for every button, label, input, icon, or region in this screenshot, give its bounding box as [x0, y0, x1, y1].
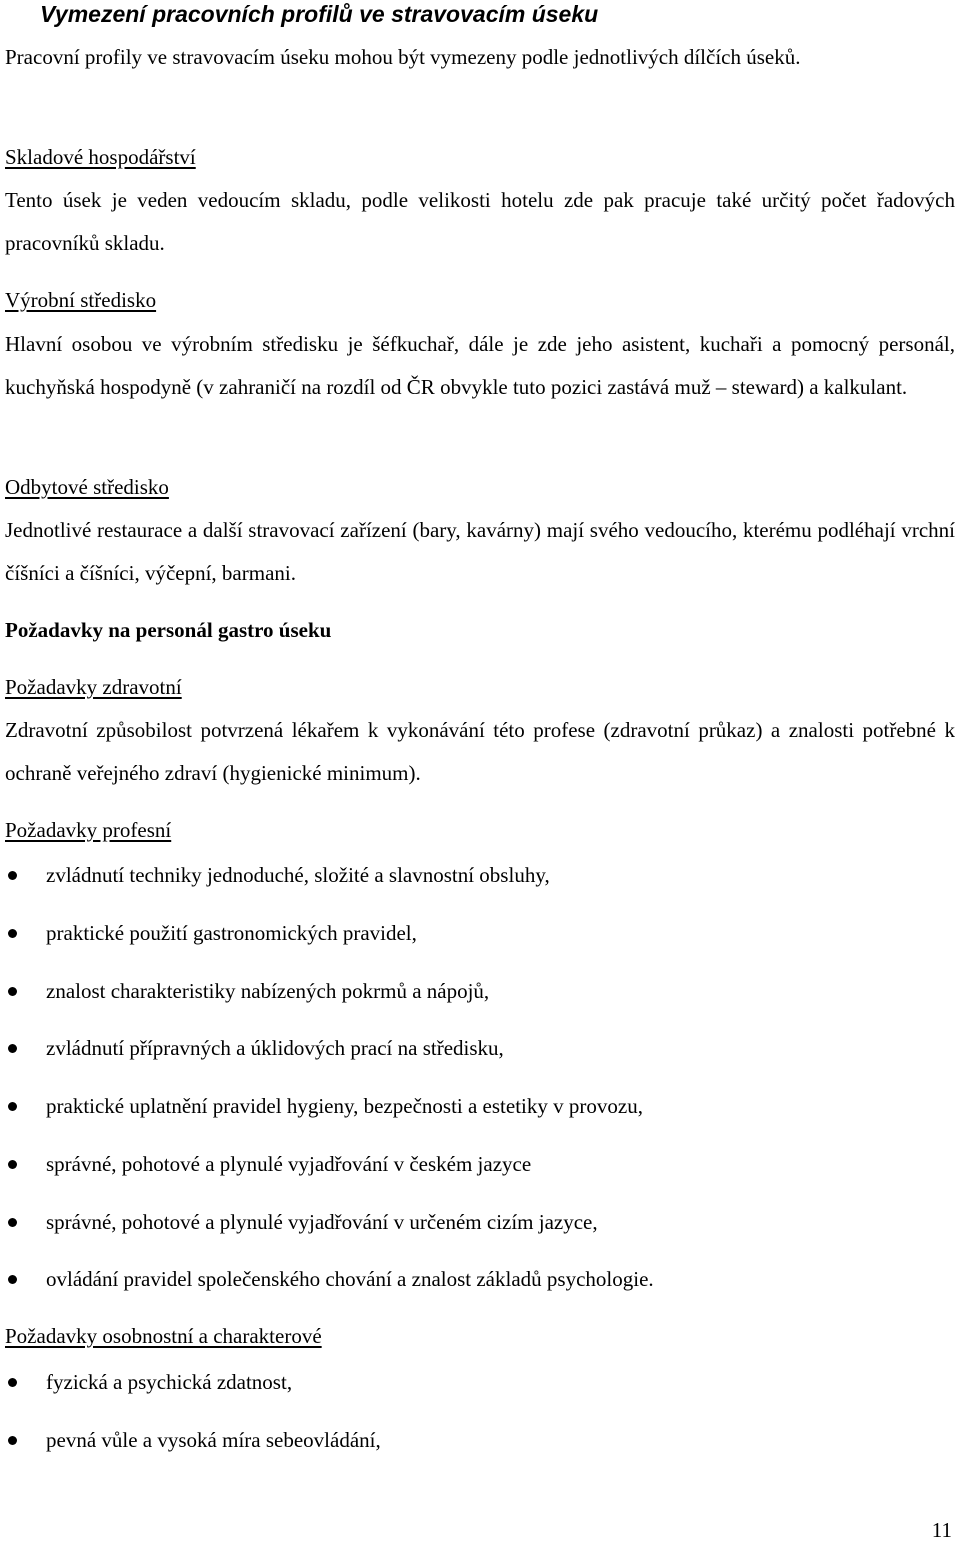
subheading-sales: Odbytové středisko [5, 475, 169, 499]
page-number: 11 [931, 1518, 952, 1542]
list-item-text: znalost charakteristiky nabízených pokrmů a nápojů, [46, 979, 490, 1003]
list-item-text: správné, pohotové a plynulé vyjadřování v českém jazyce [46, 1152, 532, 1176]
bullet-icon [8, 1218, 17, 1227]
list-item [0, 977, 960, 1007]
bullet-icon [8, 1275, 17, 1284]
list-item [0, 1150, 960, 1180]
warehouse-paragraph: Tento úsek je veden vedoucím skladu, podle velikosti hotelu zde pak pracuje také určitý počet řadových pracovníků skladu. [5, 188, 955, 255]
subheading-warehouse: Skladové hospodářství [5, 145, 196, 169]
list-item-text: pevná vůle a vysoká míra sebeovládání, [46, 1428, 381, 1452]
list-item [0, 1034, 960, 1064]
production-paragraph: Hlavní osobou ve výrobním středisku je šéfkuchař, dále je zde jeho asistent, kuchaři a pomocný personál, kuchyňská hospodyně (v zahraničí na rozdíl od ČR obvykle tuto pozici zastává muž – steward) a kalkulant. [5, 332, 955, 399]
list-item-text: praktické uplatnění pravidel hygieny, bezpečnosti a estetiky v provozu, [46, 1094, 643, 1118]
list-item [0, 1368, 960, 1398]
section-title-profiles: Vymezení pracovních profilů ve stravovacím úseku [40, 1, 599, 27]
list-item [0, 1265, 960, 1295]
list-item [0, 1092, 960, 1122]
list-item-text: zvládnutí techniky jednoduché, složité a slavnostní obsluhy, [46, 863, 550, 887]
bullet-icon [8, 1044, 17, 1053]
health-paragraph: Zdravotní způsobilost potvrzená lékařem k vykonávání této profese (zdravotní průkaz) a znalosti potřebné k ochraně veřejného zdraví (hygienické minimum). [5, 718, 955, 785]
bullet-icon [8, 1436, 17, 1445]
subheading-professional: Požadavky profesní [5, 818, 172, 842]
list-item [0, 919, 960, 949]
subheading-production: Výrobní středisko [5, 288, 157, 312]
bullet-icon [8, 987, 17, 996]
section-title-requirements: Požadavky na personál gastro úseku [5, 618, 332, 642]
bullet-icon [8, 1378, 17, 1387]
intro-paragraph: Pracovní profily ve stravovacím úseku mohou být vymezeny podle jednotlivých dílčích úseků. [5, 45, 801, 69]
subheading-personality: Požadavky osobnostní a charakterové [5, 1324, 322, 1348]
subheading-health: Požadavky zdravotní [5, 675, 182, 699]
bullet-icon [8, 871, 17, 880]
list-item-text: ovládání pravidel společenského chování a znalost základů psychologie. [46, 1267, 654, 1291]
list-item-text: zvládnutí přípravných a úklidových prací na středisku, [46, 1036, 504, 1060]
bullet-icon [8, 1102, 17, 1111]
bullet-icon [8, 1160, 17, 1169]
bullet-icon [8, 929, 17, 938]
list-item-text: praktické použití gastronomických pravidel, [46, 921, 417, 945]
list-item [0, 1426, 960, 1456]
list-item [0, 861, 960, 891]
list-item-text: správné, pohotové a plynulé vyjadřování v určeném cizím jazyce, [46, 1210, 598, 1234]
sales-paragraph: Jednotlivé restaurace a další stravovací zařízení (bary, kavárny) mají svého vedoucího, kterému podléhají vrchní číšníci a číšníci, výčepní, barmani. [5, 518, 955, 585]
list-item [0, 1208, 960, 1238]
list-item-text: fyzická a psychická zdatnost, [46, 1370, 293, 1394]
